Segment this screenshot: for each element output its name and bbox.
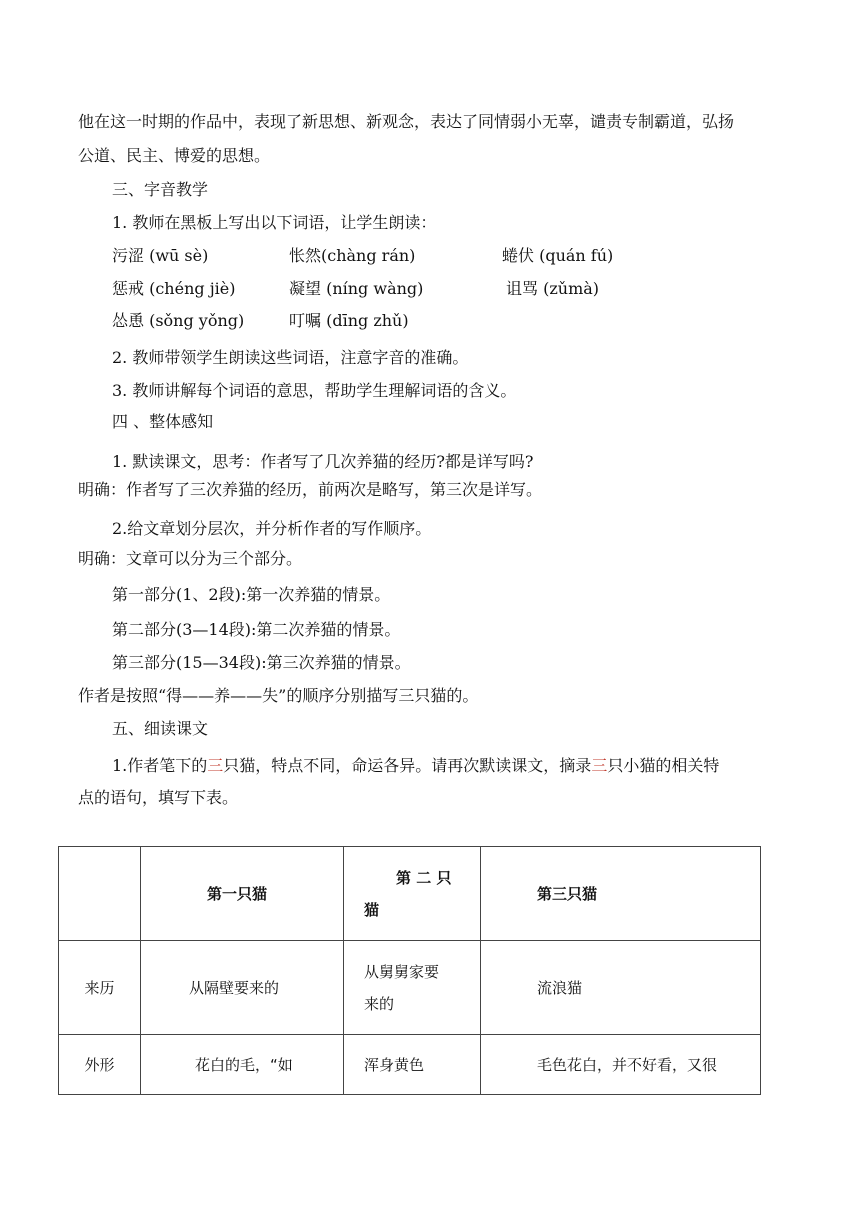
vocab-word: 怂恿 (sǒng yǒng) (112, 311, 245, 330)
table-cell (481, 1035, 761, 1095)
task-line: 点的语句，填写下表。 (78, 788, 239, 807)
step-item: 2. 教师带领学生朗读这些词语，注意字音的准确。 (112, 348, 469, 367)
part-item: 第二部分(3—14段):第二次养猫的情景。 (112, 620, 401, 639)
question: 2.给文章划分层次，并分析作者的写作顺序。 (112, 519, 432, 538)
header-cat-2-cont: 猫 (364, 900, 380, 919)
table-row (59, 941, 761, 1035)
table-header-cell (344, 847, 481, 941)
table-cell (141, 941, 344, 1035)
question: 1. 默读课文，思考：作者写了几次养猫的经历?都是详写吗? (112, 452, 534, 471)
row-label-cell (59, 1035, 141, 1095)
vocab-word: 蜷伏 (quán fú) (502, 246, 614, 265)
table-header-cell (481, 847, 761, 941)
highlight-number: 三 (591, 756, 608, 775)
vocab-word: 污涩 (wū sè) (112, 246, 209, 265)
row-label: 来历 (84, 979, 115, 997)
header-cat-1: 第一只猫 (207, 885, 268, 903)
table-cell (481, 941, 761, 1035)
table-cell (141, 1035, 344, 1095)
step-item: 1. 教师在黑板上写出以下词语，让学生朗读： (112, 213, 437, 232)
vocab-word: 诅骂 (zǔmà) (506, 279, 600, 298)
answer: 明确：文章可以分为三个部分。 (78, 549, 303, 568)
cell-text: 从舅舅家要 (364, 962, 440, 981)
task-text: 1.作者笔下的 (112, 756, 208, 775)
header-cat-3: 第三只猫 (537, 885, 598, 903)
table-header-row (59, 847, 761, 941)
cell-text: 来的 (364, 994, 395, 1013)
highlight-number: 三 (207, 756, 224, 775)
table-corner-cell (59, 847, 141, 941)
task-text: 只小猫的相关特 (607, 756, 720, 775)
vocab-word: 惩戒 (chéng jiè) (112, 279, 236, 298)
section-heading: 五、细读课文 (112, 719, 209, 738)
section-heading: 四 、整体感知 (112, 412, 214, 431)
cell-text: 流浪猫 (537, 979, 583, 997)
paragraph-line: 公道、民主、博爱的思想。 (78, 146, 271, 165)
step-item: 3. 教师讲解每个词语的意思，帮助学生理解词语的含义。 (112, 381, 517, 400)
table-cell (344, 1035, 481, 1095)
paragraph-line: 作者是按照“得——养——失”的顺序分别描写三只猫的。 (78, 686, 479, 705)
cell-text: 花白的毛，“如 (195, 1056, 293, 1074)
row-label: 外形 (84, 1056, 115, 1074)
answer: 明确：作者写了三次养猫的经历，前两次是略写，第三次是详写。 (78, 480, 543, 499)
task-text: 只猫，特点不同，命运各异。请再次默读课文，摘录 (223, 756, 592, 775)
header-cat-2: 第 二 只 (396, 868, 452, 887)
vocab-word: 叮嘱 (dīng zhǔ) (289, 311, 409, 330)
table-header-cell (141, 847, 344, 941)
cell-text: 浑身黄色 (364, 1056, 425, 1074)
vocab-word: 凝望 (níng wàng) (289, 279, 424, 298)
part-item: 第三部分(15—34段):第三次养猫的情景。 (112, 653, 411, 672)
table-row (59, 1035, 761, 1095)
table-cell (344, 941, 481, 1035)
section-heading: 三、字音教学 (112, 180, 209, 199)
cell-text: 从隔壁要来的 (189, 979, 280, 997)
paragraph-line: 他在这一时期的作品中，表现了新思想、新观念，表达了同情弱小无辜，谴责专制霸道，弘扬 (78, 112, 735, 131)
task-line (112, 756, 719, 776)
cell-text: 毛色花白，并不好看，又很 (537, 1056, 718, 1074)
cat-comparison-table (58, 846, 761, 1095)
part-item: 第一部分(1、2段):第一次养猫的情景。 (112, 585, 391, 604)
vocab-word: 怅然(chàng rán) (289, 246, 416, 265)
row-label-cell (59, 941, 141, 1035)
